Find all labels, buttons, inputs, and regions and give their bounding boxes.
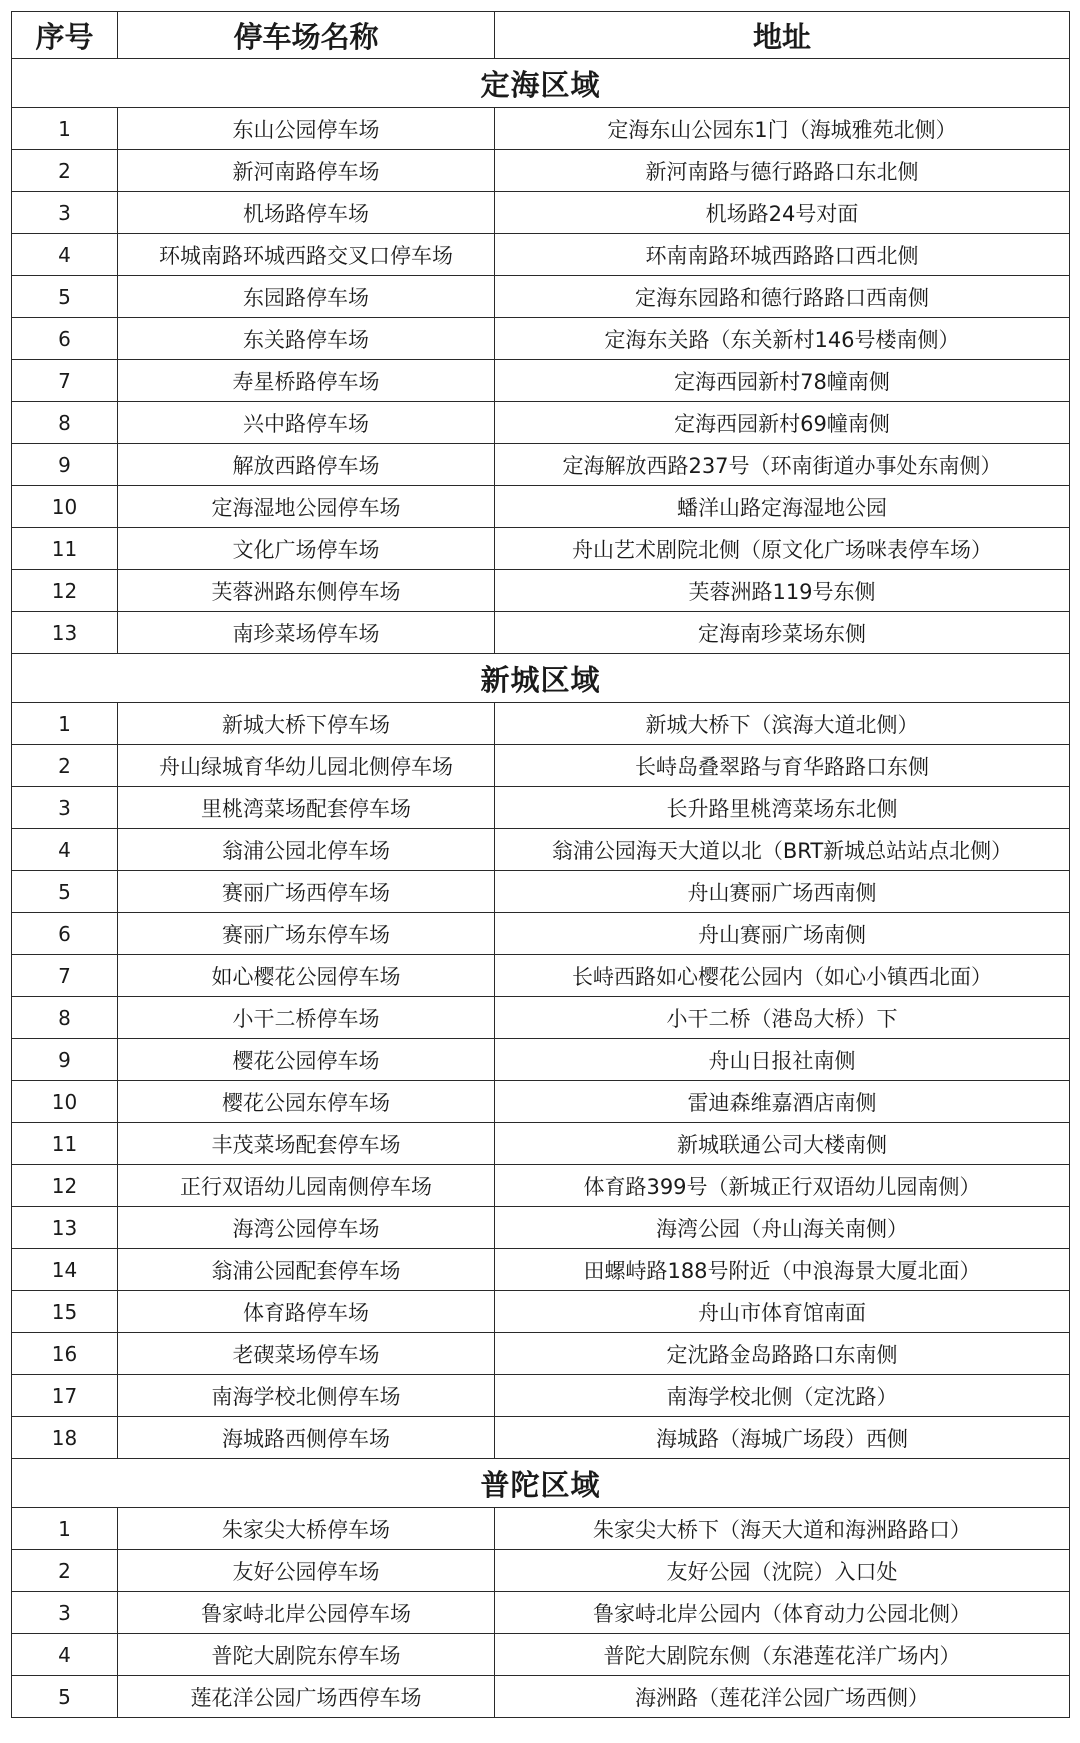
table-row	[12, 1291, 1070, 1333]
row-name: 海城路西侧停车场	[118, 1417, 495, 1459]
row-name: 南珍菜场停车场	[118, 612, 495, 654]
table-row	[12, 444, 1070, 486]
row-name: 鲁家峙北岸公园停车场	[118, 1592, 495, 1634]
row-address: 长峙岛叠翠路与育华路路口东侧	[495, 745, 1070, 787]
row-name: 里桃湾菜场配套停车场	[118, 787, 495, 829]
table-row	[12, 997, 1070, 1039]
row-index: 18	[12, 1417, 118, 1459]
row-index: 5	[12, 871, 118, 913]
table-row	[12, 955, 1070, 997]
row-name: 舟山绿城育华幼儿园北侧停车场	[118, 745, 495, 787]
row-index: 11	[12, 1123, 118, 1165]
row-index: 6	[12, 318, 118, 360]
row-index: 12	[12, 570, 118, 612]
table-body	[12, 59, 1070, 1718]
row-name: 定海湿地公园停车场	[118, 486, 495, 528]
table-row	[12, 528, 1070, 570]
row-name: 机场路停车场	[118, 192, 495, 234]
row-index: 9	[12, 1039, 118, 1081]
row-index: 17	[12, 1375, 118, 1417]
row-name: 体育路停车场	[118, 1291, 495, 1333]
row-index: 5	[12, 1676, 118, 1718]
table-row	[12, 745, 1070, 787]
row-name: 赛丽广场西停车场	[118, 871, 495, 913]
row-name: 东山公园停车场	[118, 108, 495, 150]
table-row	[12, 612, 1070, 654]
table-row	[12, 1039, 1070, 1081]
table-row	[12, 360, 1070, 402]
section-row	[12, 654, 1070, 703]
row-name: 兴中路停车场	[118, 402, 495, 444]
row-name: 文化广场停车场	[118, 528, 495, 570]
table-row	[12, 1333, 1070, 1375]
row-name: 海湾公园停车场	[118, 1207, 495, 1249]
row-index: 7	[12, 360, 118, 402]
row-index: 15	[12, 1291, 118, 1333]
row-index: 5	[12, 276, 118, 318]
row-index: 3	[12, 787, 118, 829]
row-index: 4	[12, 829, 118, 871]
row-address: 长升路里桃湾菜场东北侧	[495, 787, 1070, 829]
row-address: 机场路24号对面	[495, 192, 1070, 234]
row-address: 长峙西路如心樱花公园内（如心小镇西北面）	[495, 955, 1070, 997]
row-name: 环城南路环城西路交叉口停车场	[118, 234, 495, 276]
row-name: 莲花洋公园广场西停车场	[118, 1676, 495, 1718]
row-index: 6	[12, 913, 118, 955]
header-name: 停车场名称	[118, 12, 495, 59]
row-index: 14	[12, 1249, 118, 1291]
row-address: 南海学校北侧（定沈路）	[495, 1375, 1070, 1417]
row-index: 4	[12, 234, 118, 276]
row-index: 1	[12, 1508, 118, 1550]
row-address: 普陀大剧院东侧（东港莲花洋广场内）	[495, 1634, 1070, 1676]
table-row	[12, 913, 1070, 955]
row-address: 翁浦公园海天大道以北（BRT新城总站站点北侧）	[495, 829, 1070, 871]
row-index: 3	[12, 1592, 118, 1634]
row-address: 新城联通公司大楼南侧	[495, 1123, 1070, 1165]
table-row	[12, 1417, 1070, 1459]
table-row	[12, 318, 1070, 360]
section-title: 新城区域	[12, 654, 1070, 703]
row-name: 南海学校北侧停车场	[118, 1375, 495, 1417]
row-index: 1	[12, 703, 118, 745]
row-address: 小干二桥（港岛大桥）下	[495, 997, 1070, 1039]
row-name: 东关路停车场	[118, 318, 495, 360]
row-index: 11	[12, 528, 118, 570]
table-row	[12, 871, 1070, 913]
row-address: 定沈路金岛路路口东南侧	[495, 1333, 1070, 1375]
table-row	[12, 1123, 1070, 1165]
row-name: 芙蓉洲路东侧停车场	[118, 570, 495, 612]
row-address: 新河南路与德行路路口东北侧	[495, 150, 1070, 192]
row-address: 定海东园路和德行路路口西南侧	[495, 276, 1070, 318]
row-index: 10	[12, 486, 118, 528]
table-row	[12, 570, 1070, 612]
table-row	[12, 1550, 1070, 1592]
row-index: 7	[12, 955, 118, 997]
row-name: 如心樱花公园停车场	[118, 955, 495, 997]
table-row	[12, 829, 1070, 871]
row-address: 海城路（海城广场段）西侧	[495, 1417, 1070, 1459]
row-index: 12	[12, 1165, 118, 1207]
table-row	[12, 486, 1070, 528]
row-address: 定海西园新村78幢南侧	[495, 360, 1070, 402]
table-row	[12, 1165, 1070, 1207]
table-row	[12, 234, 1070, 276]
row-address: 舟山日报社南侧	[495, 1039, 1070, 1081]
row-address: 田螺峙路188号附近（中浪海景大厦北面）	[495, 1249, 1070, 1291]
row-address: 雷迪森维嘉酒店南侧	[495, 1081, 1070, 1123]
row-index: 10	[12, 1081, 118, 1123]
row-name: 翁浦公园配套停车场	[118, 1249, 495, 1291]
row-index: 1	[12, 108, 118, 150]
row-address: 蟠洋山路定海湿地公园	[495, 486, 1070, 528]
row-name: 樱花公园东停车场	[118, 1081, 495, 1123]
header-address: 地址	[495, 12, 1070, 59]
row-name: 解放西路停车场	[118, 444, 495, 486]
row-index: 2	[12, 1550, 118, 1592]
row-name: 小干二桥停车场	[118, 997, 495, 1039]
table-row	[12, 1081, 1070, 1123]
row-address: 海湾公园（舟山海关南侧）	[495, 1207, 1070, 1249]
row-name: 新城大桥下停车场	[118, 703, 495, 745]
row-address: 舟山艺术剧院北侧（原文化广场咪表停车场）	[495, 528, 1070, 570]
row-name: 朱家尖大桥停车场	[118, 1508, 495, 1550]
table-row	[12, 1508, 1070, 1550]
section-title: 普陀区域	[12, 1459, 1070, 1508]
section-title: 定海区域	[12, 59, 1070, 108]
row-index: 9	[12, 444, 118, 486]
table-row	[12, 1375, 1070, 1417]
row-address: 鲁家峙北岸公园内（体育动力公园北侧）	[495, 1592, 1070, 1634]
row-name: 普陀大剧院东停车场	[118, 1634, 495, 1676]
table-row	[12, 1592, 1070, 1634]
row-index: 2	[12, 150, 118, 192]
row-index: 4	[12, 1634, 118, 1676]
row-name: 丰茂菜场配套停车场	[118, 1123, 495, 1165]
table-header-row	[12, 12, 1070, 59]
row-address: 体育路399号（新城正行双语幼儿园南侧）	[495, 1165, 1070, 1207]
row-index: 13	[12, 1207, 118, 1249]
row-index: 13	[12, 612, 118, 654]
row-index: 8	[12, 402, 118, 444]
table-row	[12, 1207, 1070, 1249]
row-name: 友好公园停车场	[118, 1550, 495, 1592]
row-address: 芙蓉洲路119号东侧	[495, 570, 1070, 612]
header-index: 序号	[12, 12, 118, 59]
parking-lot-table	[11, 11, 1070, 1718]
row-address: 舟山市体育馆南面	[495, 1291, 1070, 1333]
table-row	[12, 402, 1070, 444]
section-row	[12, 1459, 1070, 1508]
section-row	[12, 59, 1070, 108]
row-index: 2	[12, 745, 118, 787]
row-address: 舟山赛丽广场南侧	[495, 913, 1070, 955]
table-row	[12, 1634, 1070, 1676]
row-address: 环南南路环城西路路口西北侧	[495, 234, 1070, 276]
table-row	[12, 787, 1070, 829]
row-address: 定海解放西路237号（环南街道办事处东南侧）	[495, 444, 1070, 486]
row-name: 东园路停车场	[118, 276, 495, 318]
row-address: 友好公园（沈院）入口处	[495, 1550, 1070, 1592]
row-name: 樱花公园停车场	[118, 1039, 495, 1081]
row-name: 赛丽广场东停车场	[118, 913, 495, 955]
row-address: 海洲路（莲花洋公园广场西侧）	[495, 1676, 1070, 1718]
table-row	[12, 276, 1070, 318]
table-row	[12, 1249, 1070, 1291]
row-name: 老碶菜场停车场	[118, 1333, 495, 1375]
row-address: 定海西园新村69幢南侧	[495, 402, 1070, 444]
table-row	[12, 192, 1070, 234]
table-row	[12, 108, 1070, 150]
row-address: 定海南珍菜场东侧	[495, 612, 1070, 654]
row-address: 舟山赛丽广场西南侧	[495, 871, 1070, 913]
table-row	[12, 1676, 1070, 1718]
row-index: 8	[12, 997, 118, 1039]
row-address: 定海东山公园东1门（海城雅苑北侧）	[495, 108, 1070, 150]
row-name: 翁浦公园北停车场	[118, 829, 495, 871]
table-row	[12, 150, 1070, 192]
row-address: 定海东关路（东关新村146号楼南侧）	[495, 318, 1070, 360]
table-row	[12, 703, 1070, 745]
row-index: 16	[12, 1333, 118, 1375]
row-address: 朱家尖大桥下（海天大道和海洲路路口）	[495, 1508, 1070, 1550]
row-index: 3	[12, 192, 118, 234]
row-name: 寿星桥路停车场	[118, 360, 495, 402]
row-address: 新城大桥下（滨海大道北侧）	[495, 703, 1070, 745]
row-name: 正行双语幼儿园南侧停车场	[118, 1165, 495, 1207]
row-name: 新河南路停车场	[118, 150, 495, 192]
